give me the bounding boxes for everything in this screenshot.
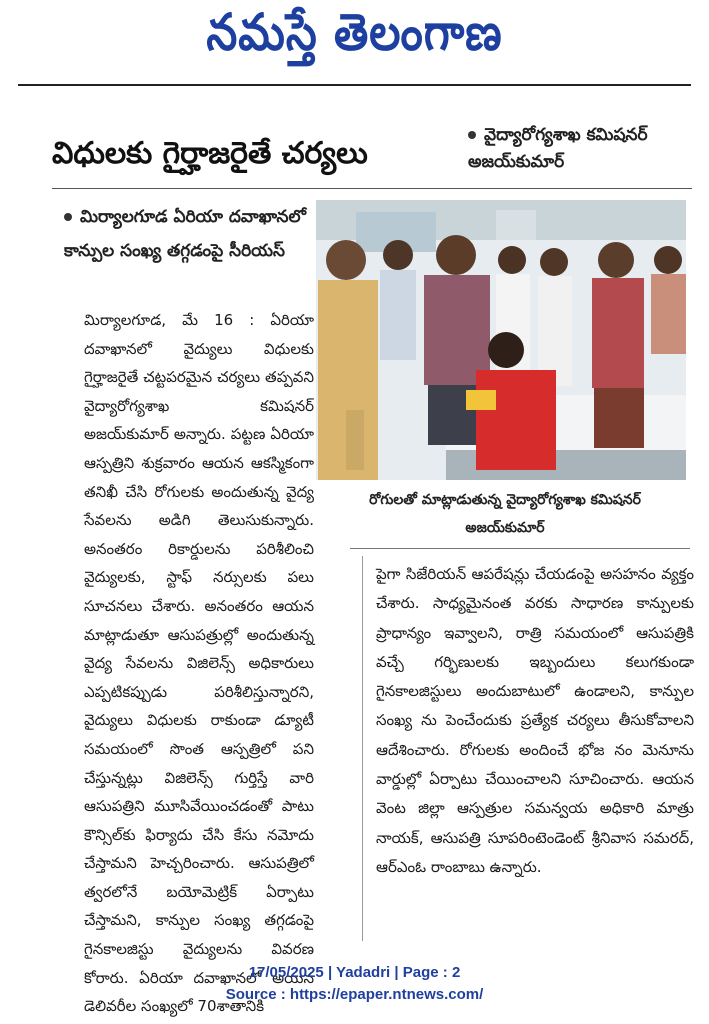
masthead: [0, 0, 709, 78]
footer-date-line: 17/05/2025 | Yadadri | Page : 2: [248, 964, 461, 981]
caption-rule: [350, 548, 690, 549]
subhead-text: మిర్యాలగూడ ఏరియా దవాఖానలో కాన్పుల సంఖ్య తగ్గడంపై సీరియస్: [64, 207, 306, 261]
newspaper-title: నమస్తే తెలంగాణ: [206, 3, 503, 62]
article-subhead: [64, 200, 314, 268]
article-body-column-1: మిర్యాలగూడ, మే 16 : ఏరియా దవాఖానలో వైద్యులు విధులకు గైర్హాజరైతే చట్టపరమైన చర్యలు తప్పవని వైద్యారోగ్యశాఖ కమిషనర్ అజయ్‌కుమార్ అన్నారు. పట్టణ ఏరియా ఆస్పత్రిని శుక్రవారం ఆయన ఆకస్మికంగా తనిఖీ చేసి రోగులకు అందుతున్న వైద్య సేవలను అడిగి తెలుసుకున్నారు. అనంతరం రికార్డులను పరిశీలించి వైద్యులకు, స్టాఫ్ నర్సులకు పలు సూచనలు చేశారు. అనంతరం ఆయన మాట్లాడుతూ ఆసుపత్రుల్లో అందుతున్న వైద్య సేవలను విజిలెన్స్ అధికారులు ఎప్పటికప్పుడు పరిశీలిస్తున్నారని, వైద్యులు విధులకు రాకుండా డ్యూటీ సమయంలో సొంత ఆస్పత్రిలో పని చేస్తున్నట్లు విజిలెన్స్ గుర్తిస్తే వారి ఆసుపత్రిని మూసివేయించడంతో పాటు కౌన్సిల్‌కు ఫిర్యాదు చేసి కేసు నమోదు చేస్తామని హెచ్చరించారు. ఆసుపత్రిలో త్వరలోనే బయోమెట్రిక్ ఏర్పాటు చేస్తామని, కాన్పుల సంఖ్య తగ్గడంపై గైనకాలజిస్టు వైద్యులను వివరణ కోరారు. ఏరియా దవాఖానలో అయిన డెలివరీల సంఖ్యలో 70శాతానికి: [84, 311, 314, 1016]
article-kicker: [468, 122, 698, 176]
photo-caption: రోగులతో మాట్లాడుతున్న వైద్యారోగ్యశాఖ కమిషనర్ అజయ్‌కుమార్: [369, 492, 641, 536]
hospital-ward-photo: [316, 200, 686, 480]
bullet-icon: [64, 213, 72, 221]
column-divider: [362, 556, 363, 941]
article-body-column-2: పైగా సిజేరియన్ ఆపరేషన్లు చేయడంపై అసహనం వ్యక్తం చేశారు. సాధ్యమైనంత వరకు సాధారణ కాన్పులకు ప్రాధాన్యం ఇవ్వాలని, రాత్రి సమయంలో ఆసుపత్రికి వచ్చే గర్భిణులకు ఇబ్బందులు కలుగకుండా గైనకాలజిస్టులు అందుబాటులో ఉండాలని, కాన్పుల సంఖ్య ను పెంచేందుకు ప్రత్యేక చర్యలు తీసుకోవాలని ఆదేశించారు. రోగులకు అందించే భోజ నం మెనూను వార్డుల్లో ఏర్పాటు చేయించాలని సూచించారు. ఆయన వెంట జిల్లా ఆస్పత్రుల సమన్వయ అధికారి మాత్రు నాయక్, ఆసుపత్రి సూపరింటెండెంట్ శ్రీనివాస సమరద్, ఆర్ఎంఓ రాంబాబు ఉన్నారు.: [376, 565, 694, 876]
article-headline: విధులకు గైర్హాజరైతే చర్యలు: [52, 136, 368, 171]
footer-source-line: Source : https://epaper.ntnews.com/: [225, 986, 484, 1003]
headline-rule: [52, 188, 692, 189]
bullet-icon: [468, 131, 476, 139]
masthead-rule: [18, 84, 691, 86]
kicker-text: వైద్యారోగ్యశాఖ కమిషనర్ అజయ్‌కుమార్: [468, 125, 648, 172]
article-photo: [316, 200, 686, 480]
